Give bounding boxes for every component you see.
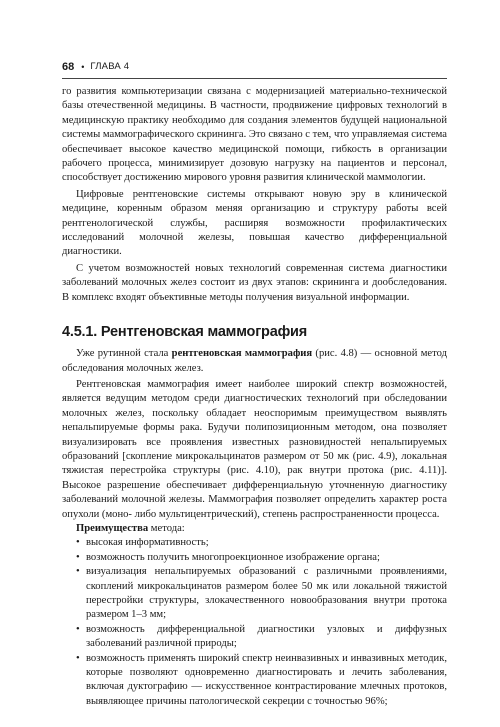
paragraph-continued: го развития компьютеризации связана с модернизацией материально-технической базы отечественной медицины. В частности, продвижение цифровых технологий в медицинскую практику необходимо для создания элементов будущей национальной системы маммографического скрининга. Это связано с тем, что управляемая система обеспечивает высокое качество медицинской помощи, гибкость в организации рабочего процесса, минимизирует дозовую нагрузку на пациентов и персонал, способствует достижению мирового уровня развития клинической маммологии. (62, 86, 447, 184)
list-item-text: возможность дифференциальной диагностики узловых и диффузных заболеваний различной природы; (86, 623, 447, 650)
paragraph: С учетом возможностей новых технологий современная система диагностики заболеваний молочных желез состоит из двух этапов: скрининга и дообследования. В комплекс входят объективные методы получения визуальной информации. (62, 262, 447, 303)
key-term: Преимущества (76, 522, 149, 534)
list-item (62, 536, 447, 550)
list-item (62, 623, 447, 652)
paragraph (62, 347, 447, 376)
list-item (62, 565, 447, 623)
text-run: (рис. 4.8) — основной метод обследования молочных желез. (62, 348, 447, 374)
advantages-label (76, 522, 447, 536)
paragraph: Рентгеновская маммография имеет наиболее широкий спектр возможностей, является ведущим методом среди диагностических технологий при обследовании молочных желез, поскольку обладает неоспоримым преимуществом выявлять непальпируемые формы рака. Будучи полипозиционным методом, она позволяет визуализировать все проявления известных разновидностей непальпируемых образований [скопление микрокальцинатов размером от 50 мк (рис. 4.9), локальная тяжистая перестройка структуры (рис. 4.10), рак внутри протока (рис. 4.11)]. Высокое разрешение обеспечивает дифференциальную уточненную диагностику заболеваний молочной железы. Маммография позволяет определить характер роста опухоли (моно- либо мультицентрический), степень распространенности процесса. (62, 378, 447, 520)
chapter-label: ГЛАВА 4 (90, 60, 130, 72)
list-item-text: возможность применять широкий спектр неинвазивных и инвазивных методик, которые позволяют одновременно диагностировать и лечить заболевания, включая дуктографию — искусственное контрастирование млечных протоков, выявляющее причины патологической секреции с точностью 96%; (86, 652, 447, 707)
list-item (62, 652, 447, 710)
bullet-icon: • (76, 566, 80, 578)
running-header (62, 58, 447, 76)
header-separator: • (81, 61, 85, 72)
bullet-icon: • (76, 652, 80, 664)
paragraph: Цифровые рентгеновские системы открывают новую эру в клинической медицине, коренным образом меняя организацию и структуру работы всей рентгенологической службы, расширяя возможности профилактических исследований молочной железы, повышая качество дифференциальной диагностики. (62, 188, 447, 258)
bullet-icon: • (76, 623, 80, 635)
advantages-list (62, 536, 447, 709)
page-number: 68 (62, 60, 75, 73)
list-item-text: возможность получить многопроекционное изображение органа; (86, 551, 380, 563)
page-body (62, 85, 447, 709)
bullet-icon: • (76, 551, 80, 563)
list-item-text: визуализация непальпируемых образований с различными проявлениями, скоплений микрокальцинатов размером более 50 мк или локальной тяжистой перестройки структуры, злокачественного новообразования внутри протока размером 1–3 мм; (86, 566, 447, 621)
text-run: метода: (148, 522, 185, 534)
text-run: Уже рутинной стала (76, 348, 172, 360)
bullet-icon: • (76, 537, 80, 549)
list-item-text: высокая информативность; (86, 537, 209, 549)
header-rule (62, 78, 447, 79)
key-term: рентгеновская маммография (171, 348, 313, 360)
section-heading: 4.5.1. Рентгеновская маммография (62, 324, 308, 341)
list-item (62, 551, 447, 565)
